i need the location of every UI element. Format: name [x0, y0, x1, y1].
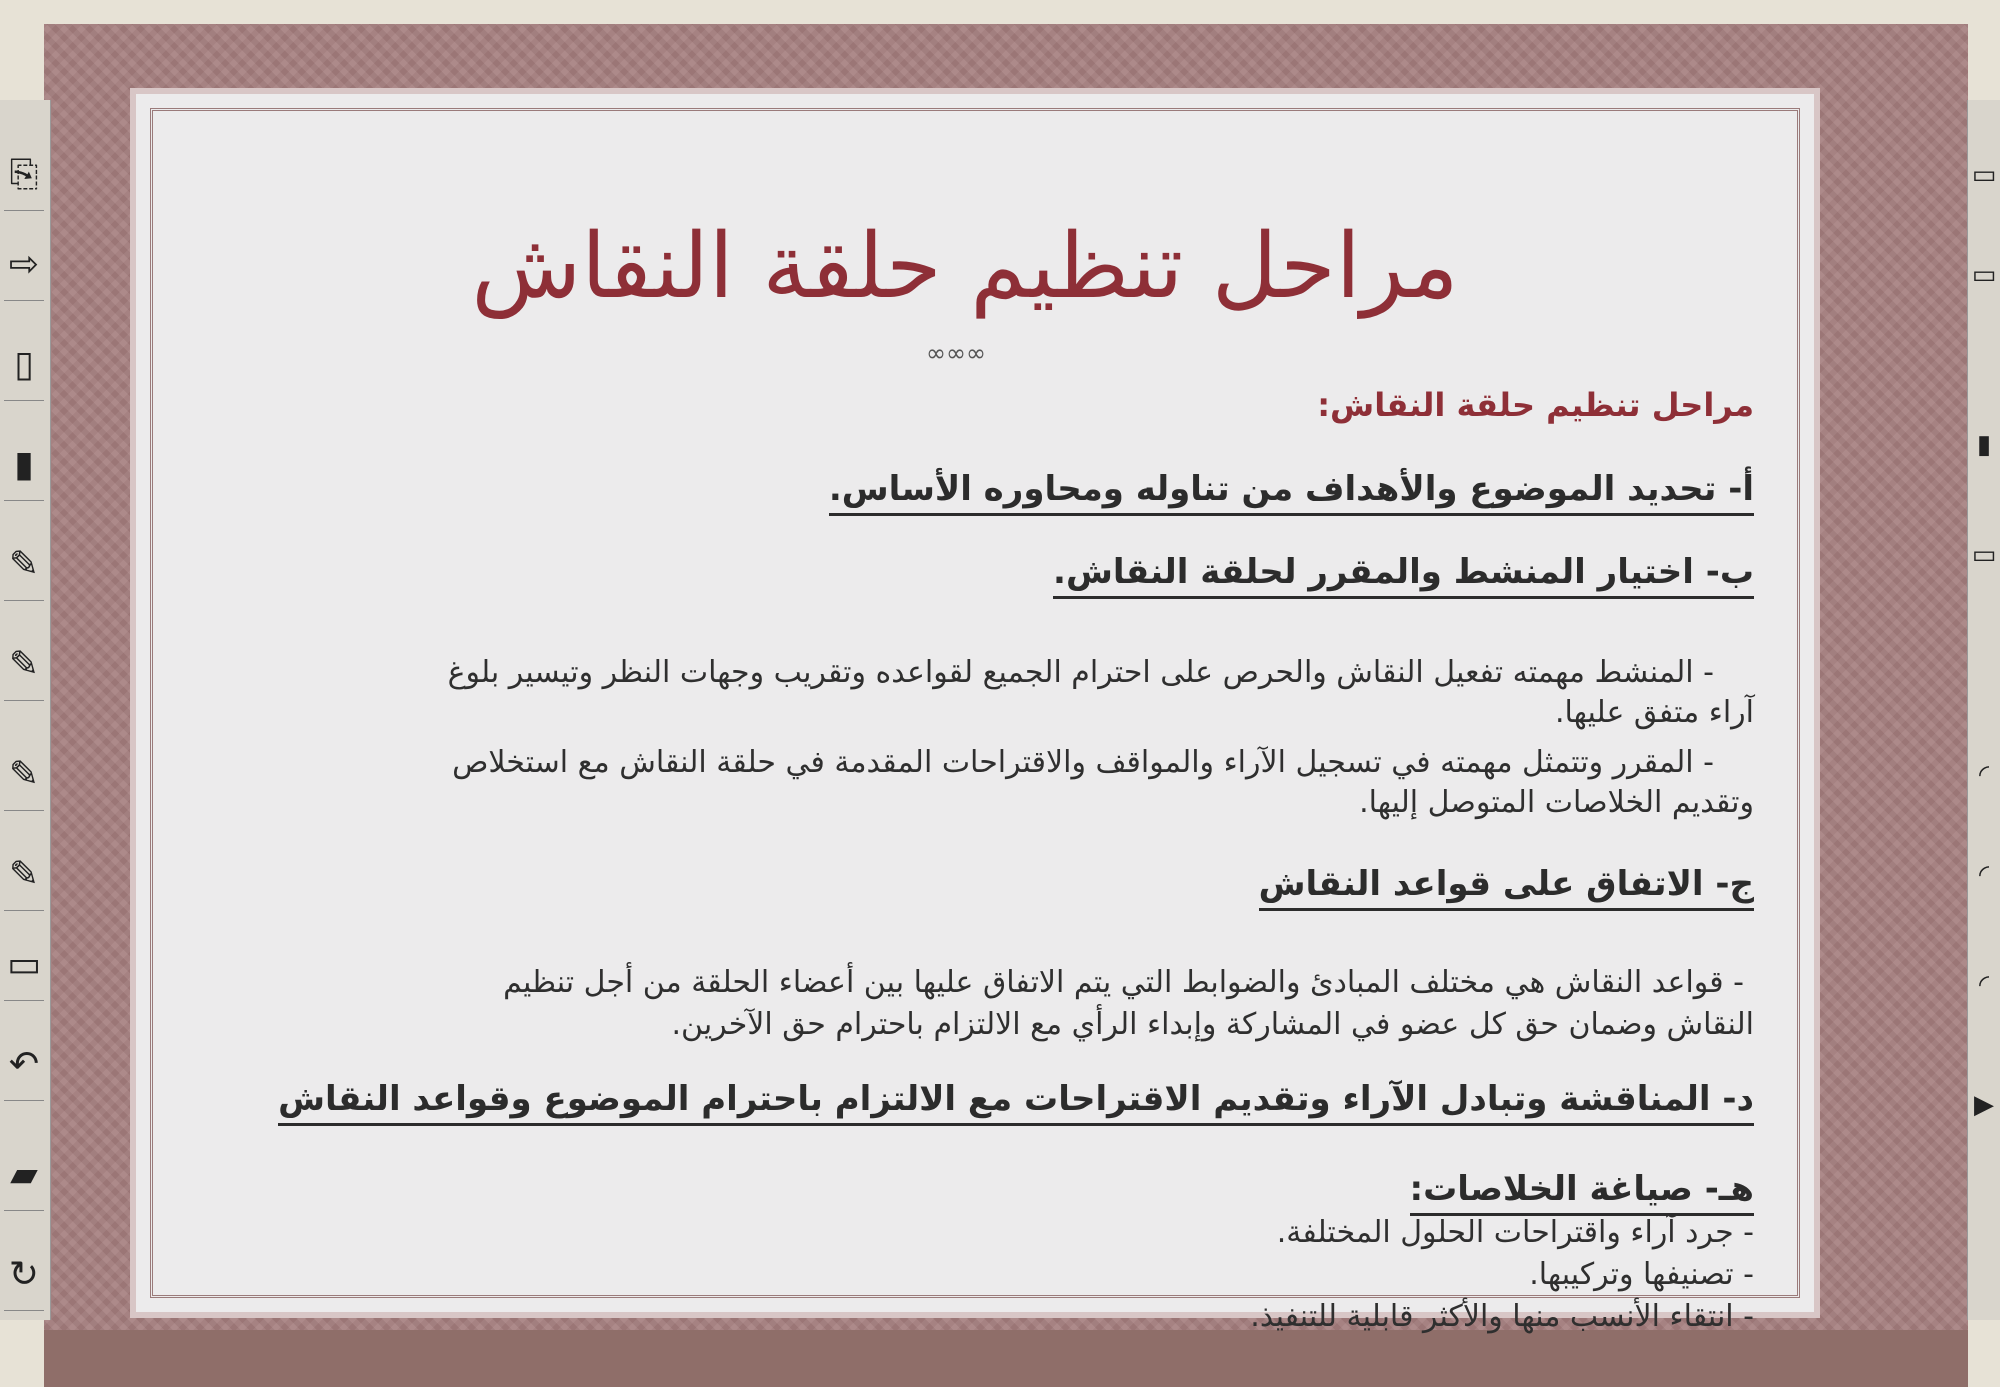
item-b: ب- اختيار المنشط والمقرر لحلقة النقاش. — [1053, 552, 1754, 599]
b-para1-line1: - المنشط مهمته تفعيل النقاش والحرص على احترام الجميع لقواعده وتقريب وجهات النظر وتيسير بلوغ — [447, 655, 1714, 690]
pen-icon[interactable]: ✎ — [4, 840, 44, 911]
item-a: أ- تحديد الموضوع والأهداف من تناوله ومحاوره الأساس. — [829, 469, 1754, 516]
e-list-item: - انتقاء الأنسب منها والأكثر قابلية للتنفيذ. — [1250, 1299, 1754, 1334]
page-in-icon[interactable]: ⎘ — [4, 140, 44, 211]
pen-icon[interactable]: ✎ — [4, 630, 44, 701]
pen-box-icon[interactable]: ✎ — [4, 530, 44, 601]
c-para-line2: النقاش وضمان حق كل عضو في المشاركة وإبداء الرأي مع الالتزام باحترام حق الآخرين. — [671, 1007, 1754, 1042]
page-out-icon[interactable]: ⇨ — [4, 230, 44, 301]
c-para-line1: - قواعد النقاش هي مختلف المبادئ والضوابط التي يتم الاتفاق عليها بين أعضاء الحلقة من أجل تنظيم — [503, 965, 1744, 1000]
pen-icon[interactable]: ✎ — [4, 740, 44, 811]
redo-icon[interactable]: ↻ — [4, 1240, 44, 1311]
slide-content — [176, 134, 1754, 1334]
eraser-icon[interactable]: ▰ — [4, 1140, 44, 1211]
right-toolbar — [1967, 100, 2000, 1320]
frame-bottom-band — [44, 1330, 1968, 1387]
item-c: ج- الاتفاق على قواعد النقاش — [1259, 864, 1754, 911]
section-heading: مراحل تنظيم حلقة النقاش: — [1317, 386, 1754, 424]
black-rect-icon[interactable]: ▮ — [1976, 430, 1992, 460]
arc-icon[interactable]: ◜ — [1978, 760, 1990, 790]
slide-title: مراحل تنظيم حلقة النقاش — [471, 214, 1459, 319]
arc-icon[interactable]: ◜ — [1978, 970, 1990, 1000]
page-filled-icon[interactable]: ▮ — [4, 430, 44, 501]
page-icon[interactable]: ▯ — [4, 330, 44, 401]
ornament-icon: ∞∞∞ — [926, 339, 986, 367]
undo-arc-icon[interactable]: ↶ — [4, 1030, 44, 1101]
window-icon[interactable]: ▭ — [1971, 540, 1997, 570]
b-para2-line2: وتقديم الخلاصات المتوصل إليها. — [1359, 785, 1754, 820]
item-d: د- المناقشة وتبادل الآراء وتقديم الاقتراحات مع الالتزام باحترام الموضوع وقواعد النقاش — [278, 1079, 1754, 1126]
screen-icon[interactable]: ▭ — [4, 930, 44, 1001]
window-icon[interactable]: ▭ — [1971, 260, 1997, 290]
item-e: هـ- صياغة الخلاصات: — [1410, 1169, 1754, 1216]
play-icon[interactable]: ▶ — [1974, 1090, 1994, 1120]
slide — [130, 88, 1820, 1334]
arc-icon[interactable]: ◜ — [1978, 860, 1990, 890]
left-toolbar — [0, 100, 51, 1320]
window-icon[interactable]: ▭ — [1971, 160, 1997, 190]
b-para2-line1: - المقرر وتتمثل مهمته في تسجيل الآراء والمواقف والاقتراحات المقدمة في حلقة النقاش مع استخلاص — [452, 745, 1714, 780]
e-list-item: - جرد آراء واقتراحات الحلول المختلفة. — [1276, 1215, 1754, 1250]
b-para1-line2: آراء متفق عليها. — [1554, 695, 1754, 730]
e-list-item: - تصنيفها وتركيبها. — [1529, 1257, 1754, 1292]
